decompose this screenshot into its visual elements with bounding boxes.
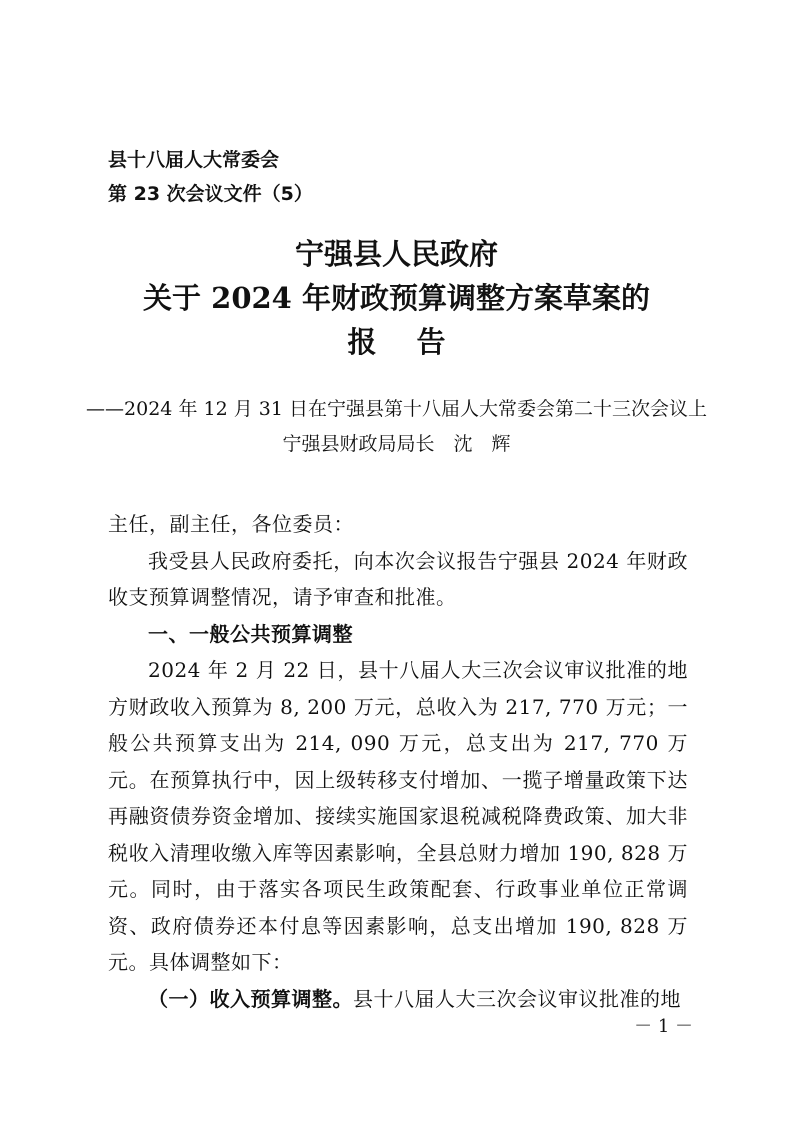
document-body — [108, 506, 688, 1017]
title-line-2: 关于 2024 年财政预算调整方案草案的 — [143, 281, 650, 315]
section-1-heading: 一、一般公共预算调整 — [148, 621, 353, 646]
document-title — [0, 232, 793, 364]
header-committee-line: 县十八届人大常委会 — [108, 149, 280, 171]
salutation: 主任，副主任，各位委员： — [108, 512, 354, 536]
subtitle-speaker-line: 宁强县财政局局长 沈 辉 — [282, 433, 511, 455]
header-meeting-file-line: 第 23 次会议文件（5） — [108, 183, 313, 205]
intro-paragraph: 我受县人民政府委托，向本次会议报告宁强县 2024 年财政收支预算调整情况，请予审查和批准。 — [108, 548, 688, 609]
subsection-1-text: 县十八届人大三次会议审议批准的地 — [353, 986, 681, 1011]
title-line-3: 报告 — [347, 325, 486, 359]
section-1-paragraph: 2024 年 2 月 22 日，县十八届人大三次会议审议批准的地方财政收入预算为 8, 200 万元，总收入为 217, 770 万元；一般公共预算支出为 214, 090 万元，总支出为 217, 770 万元。在预算执行中，因上级转移支付增加、一揽子增量政策下达再融资债券资金增加、接续实施国家退税减税降费政策、加大非税收入清理收缴入库等因素影响，全县总财力增加 190, 828 万元。同时，由于落实各项民生政策配套、行政事业单位正常调资、政府债券还本付息等因素影响，总支出增加 190, 828 万元。具体调整如下： — [108, 658, 688, 974]
document-header — [108, 143, 313, 211]
subtitle-meeting-line: ——2024 年 12 月 31 日在宁强县第十八届人大常委会第二十三次会议上 — [86, 398, 707, 420]
page-number: － 1 － — [634, 1016, 693, 1037]
document-subtitle — [0, 392, 793, 462]
subsection-1-paragraph — [108, 981, 688, 1018]
title-line-1: 宁强县人民政府 — [294, 237, 498, 271]
subsection-1-heading: （一）收入预算调整。 — [148, 986, 353, 1011]
